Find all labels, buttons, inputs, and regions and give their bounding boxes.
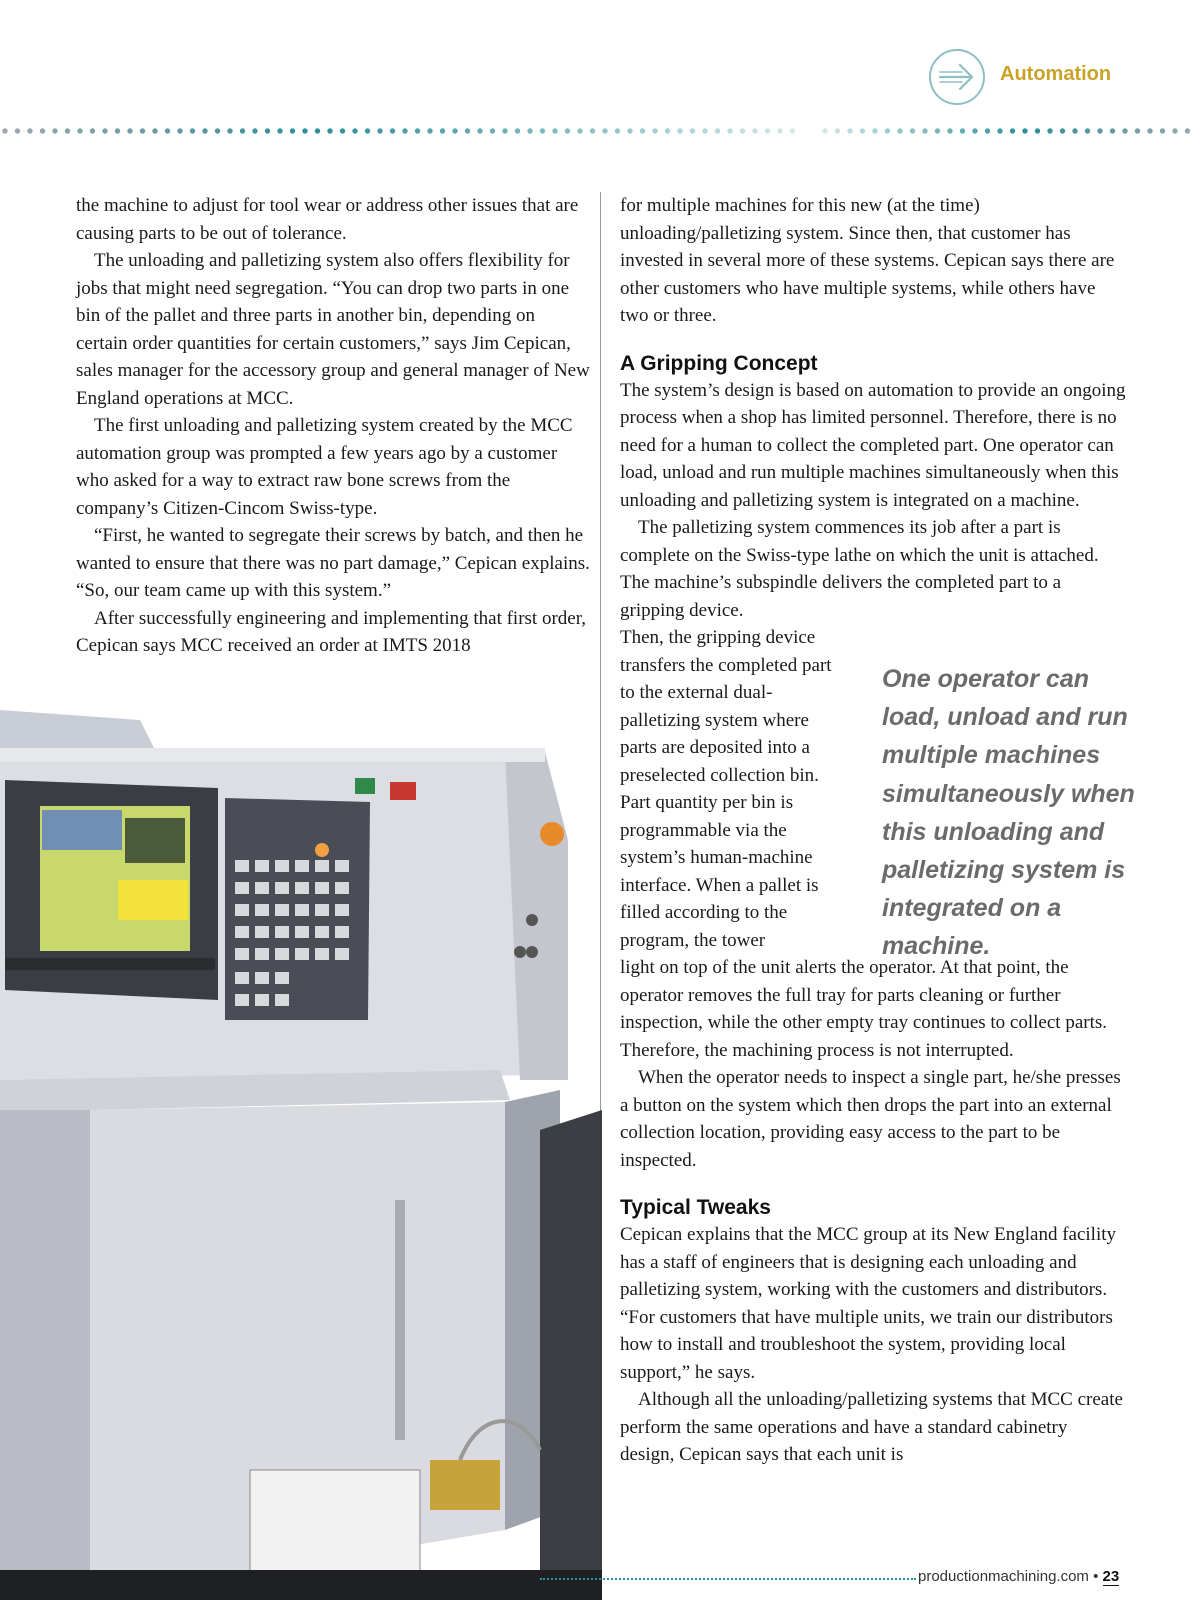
- dot: [190, 128, 195, 133]
- dot: [327, 128, 332, 133]
- dot: [777, 128, 782, 133]
- dot: [427, 128, 432, 133]
- dot: [390, 128, 395, 133]
- dot: [715, 128, 720, 133]
- dot: [640, 128, 645, 133]
- dot: [702, 128, 707, 133]
- dot: [227, 128, 232, 133]
- dot: [402, 128, 407, 133]
- dot: [835, 128, 840, 133]
- dot: [552, 128, 557, 133]
- body-paragraph: The unloading and palletizing system also offers flexibility for jobs that might need segregation. “You can drop two parts in one bin of the pallet and three parts in another bin, depending on certain order quantities for certain customers,” says Jim Cepican, sales manager for the accessory group and general manager of New England operations at MCC.: [76, 250, 590, 409]
- body-paragraph: The palletizing system commences its job after a part is complete on the Swiss-type lathe on which the unit is attached. The machine’s subspindle delivers the completed part to a gripping device.: [620, 517, 1099, 621]
- dot: [847, 128, 852, 133]
- dot: [652, 128, 657, 133]
- dot: [665, 128, 670, 133]
- dot: [40, 128, 45, 133]
- dot: [947, 128, 952, 133]
- dot: [215, 128, 220, 133]
- dot: [1097, 128, 1102, 133]
- pull-quote: One operator can load, unload and run multiple machines simultaneously when this unloading and palletizing system is integrated on a machine.: [882, 665, 1135, 961]
- dot: [540, 128, 545, 133]
- dot: [102, 128, 107, 133]
- dot: [565, 128, 570, 133]
- dot: [315, 128, 320, 133]
- dot: [352, 128, 357, 133]
- dot: [465, 128, 470, 133]
- dot: [577, 128, 582, 133]
- dot: [265, 128, 270, 133]
- dot: [822, 128, 827, 133]
- dot: [922, 128, 927, 133]
- dot: [885, 128, 890, 133]
- left-column: [76, 192, 590, 660]
- dot: [152, 128, 157, 133]
- dot: [1010, 128, 1015, 133]
- dot: [2, 128, 7, 133]
- dot: [1022, 128, 1027, 133]
- dot: [752, 128, 757, 133]
- dot: [677, 128, 682, 133]
- dot: [177, 128, 182, 133]
- dot: [985, 128, 990, 133]
- dot: [202, 128, 207, 133]
- dot: [77, 128, 82, 133]
- dot: [935, 128, 940, 133]
- dot: [527, 128, 532, 133]
- body-paragraph: Cepican explains that the MCC group at its New England facility has a staff of engineers that is designing each unloading and palletizing system, working with the customers and distributors. “For customers that have multiple units, we train our distributors how to install and troubleshoot the system, providing local support,” he says.: [620, 1224, 1117, 1383]
- body-paragraph: the machine to adjust for tool wear or address other issues that are causing parts to be out of tolerance.: [76, 195, 579, 244]
- body-paragraph: After successfully engineering and implementing that first order, Cepican says MCC received an order at IMTS 2018: [76, 607, 587, 656]
- dot: [15, 128, 20, 133]
- dot: [502, 128, 507, 133]
- section-label: Automation: [1000, 63, 1112, 85]
- header-dot-rule-right: [820, 126, 1200, 136]
- page-number: 23: [1102, 1568, 1120, 1585]
- dot: [765, 128, 770, 133]
- body-paragraph: “First, he wanted to segregate their screws by batch, and then he wanted to ensure that there was no part damage,” Cepican explains. “So, our team came up with this system.”: [76, 525, 590, 601]
- dot: [415, 128, 420, 133]
- dot: [615, 128, 620, 133]
- body-paragraph: for multiple machines for this new (at the time) unloading/palletizing system. Since then, that customer has invested in several more of these systems. Cepican says there are other customers who have multiple systems, while others have two or three.: [620, 195, 1115, 326]
- section-heading: Typical Tweaks: [620, 1196, 771, 1219]
- body-paragraph: The system’s design is based on automation to provide an ongoing process when a shop has limited personnel. Therefore, there is no need for a human to collect the completed part. One operator can load, unload and run multiple machines simultaneously when this unloading and palletizing system is integrated on a machine.: [620, 379, 1126, 511]
- dot: [1072, 128, 1077, 133]
- dot: [252, 128, 257, 133]
- dot: [690, 128, 695, 133]
- dot: [860, 128, 865, 133]
- dot: [127, 128, 132, 133]
- dot: [910, 128, 915, 133]
- dot: [1160, 128, 1165, 133]
- section-heading: A Gripping Concept: [620, 351, 818, 375]
- dot: [627, 128, 632, 133]
- dot: [65, 128, 70, 133]
- dot: [240, 128, 245, 133]
- dot: [1147, 128, 1152, 133]
- body-paragraph: When the operator needs to inspect a single part, he/she presses a button on the system which then drops the part into an external collection location, providing easy access to the part to be inspected.: [620, 1067, 1121, 1171]
- dot: [1185, 128, 1190, 133]
- dot: [972, 128, 977, 133]
- dot: [1135, 128, 1140, 133]
- dot: [90, 128, 95, 133]
- dot: [165, 128, 170, 133]
- dot: [1035, 128, 1040, 133]
- dot: [1122, 128, 1127, 133]
- dot: [140, 128, 145, 133]
- dot: [340, 128, 345, 133]
- dot: [365, 128, 370, 133]
- footer-site: productionmachining.com: [918, 1568, 1089, 1585]
- dot: [115, 128, 120, 133]
- dot: [290, 128, 295, 133]
- dot: [1047, 128, 1052, 133]
- body-paragraph: Then, the gripping device transfers the completed part to the external dual-palletizing system where parts are deposited into a preselected collection bin. Part quantity per bin is programmable via the system’s human-machine interface. When a pallet is filled according to the program, the tower: [620, 627, 832, 951]
- dot: [1060, 128, 1065, 133]
- dot: [377, 128, 382, 133]
- dot: [872, 128, 877, 133]
- dot: [997, 128, 1002, 133]
- dot: [727, 128, 732, 133]
- header-dot-rule-left: [0, 126, 800, 136]
- dot: [27, 128, 32, 133]
- dot: [1172, 128, 1177, 133]
- dot: [440, 128, 445, 133]
- dot: [1110, 128, 1115, 133]
- footer-dotted-rule: [540, 1578, 916, 1580]
- dot: [897, 128, 902, 133]
- dot: [302, 128, 307, 133]
- dot: [590, 128, 595, 133]
- dot: [740, 128, 745, 133]
- body-paragraph: light on top of the unit alerts the operator. At that point, the operator removes the full tray for parts cleaning or further inspection, while the other empty tray continues to collect parts. Therefore, the machining process is not interrupted.: [620, 957, 1108, 1061]
- dot: [490, 128, 495, 133]
- dot: [515, 128, 520, 133]
- dot: [1085, 128, 1090, 133]
- machine-photo: [0, 690, 602, 1600]
- body-paragraph: Although all the unloading/palletizing systems that MCC create perform the same operations and have a standard cabinetry design, Cepican says that each unit is: [620, 1389, 1123, 1465]
- body-paragraph: The first unloading and palletizing system created by the MCC automation group was prompted a few years ago by a customer who asked for a way to extract raw bone screws from the company’s Citizen-Cincom Swiss-type.: [76, 415, 573, 519]
- dot: [452, 128, 457, 133]
- dot: [790, 128, 795, 133]
- dot: [960, 128, 965, 133]
- arrow-right-circle-icon: [928, 48, 986, 106]
- footer-separator: •: [1093, 1568, 1099, 1585]
- page-footer: [918, 1568, 1119, 1585]
- dot: [477, 128, 482, 133]
- dot: [602, 128, 607, 133]
- dot: [52, 128, 57, 133]
- dot: [277, 128, 282, 133]
